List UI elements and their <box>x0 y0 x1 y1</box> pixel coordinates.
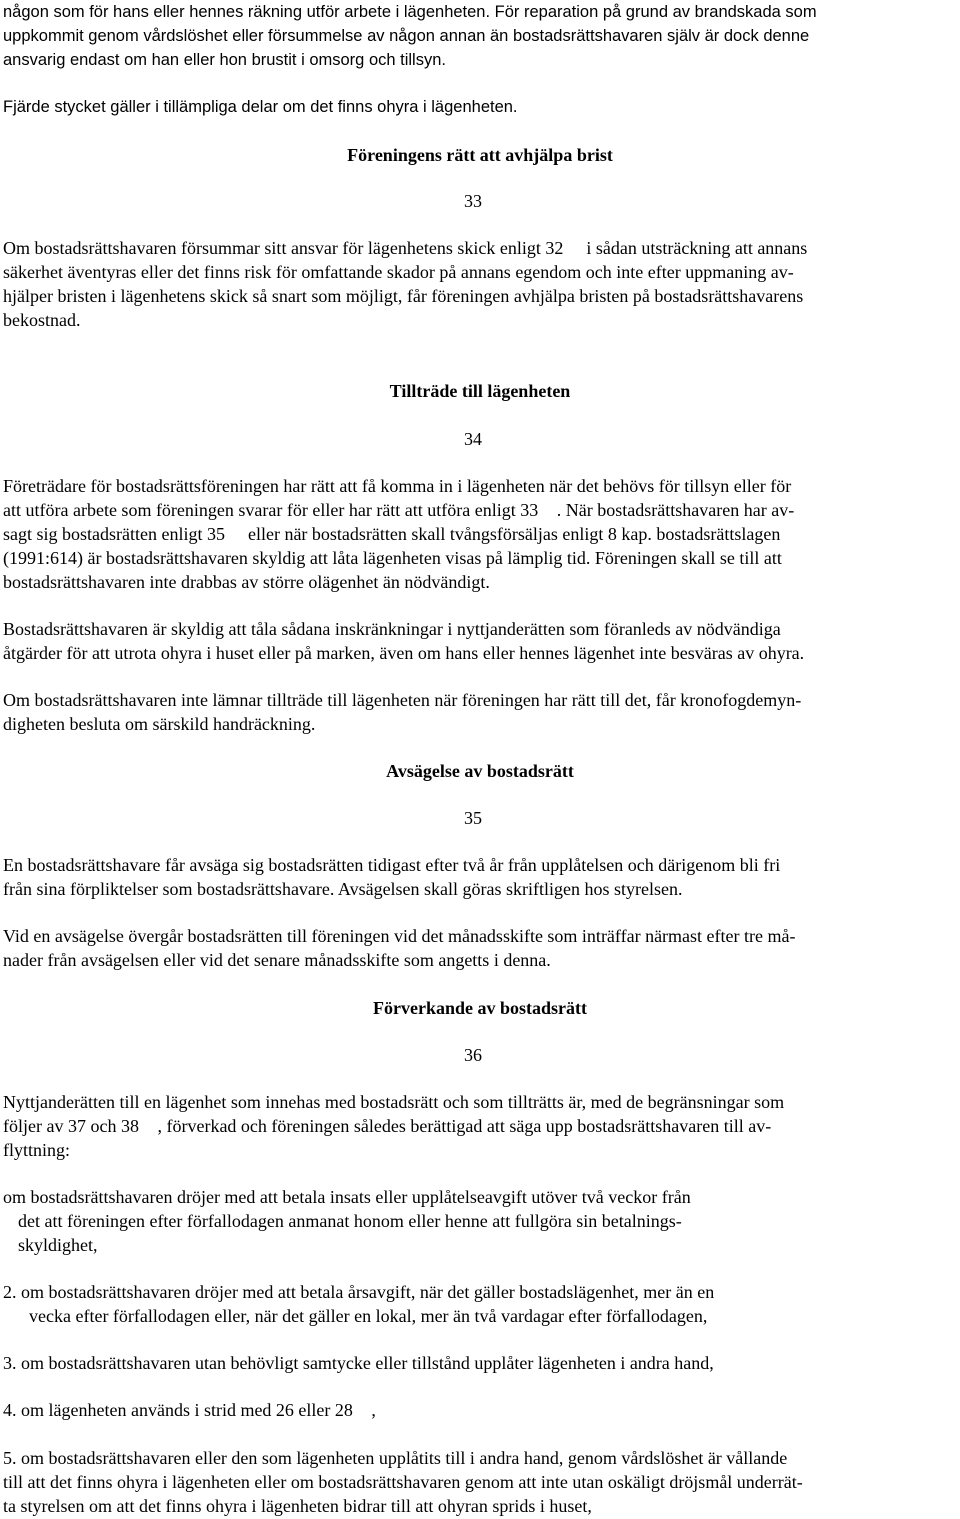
paragraph-line: att utföra arbete som föreningen svarar för eller har rätt att utföra enligt 33 . När bostadsrättshavaren har av- <box>3 500 795 520</box>
paragraph-line: åtgärder för att utrota ohyra i huset eller på marken, även om hans eller hennes lägenhet inte besväras av ohyra. <box>3 643 805 663</box>
intro-paragraph: Fjärde stycket gäller i tillämpliga delar om det finns ohyra i lägenheten. <box>3 98 518 116</box>
list-item: till att det finns ohyra i lägenheten eller om bostadsrättshavaren genom att inte utan oskäligt dröjsmål underrät- <box>3 1472 803 1492</box>
list-item: 4. om lägenheten används i strid med 26 eller 28 , <box>3 1400 376 1420</box>
section-number <box>0 1043 960 1067</box>
list-item: 5. om bostadsrättshavaren eller den som lägenheten upplåtits till i andra hand, genom vårdslöshet är vållande <box>3 1448 788 1468</box>
list-item: ta styrelsen om att det finns ohyra i lägenheten bidrar till att ohyran sprids i huset, <box>3 1496 592 1516</box>
paragraph-line: (1991:614) är bostadsrättshavaren skyldig att låta lägenheten visas på lämplig tid. Föreningen skall se till att <box>3 548 782 568</box>
paragraph-line: bostadsrättshavaren inte drabbas av större olägenhet än nödvändigt. <box>3 572 490 592</box>
section-heading: Tillträde till lägenheten <box>389 381 571 401</box>
intro-line: ansvarig endast om han eller hon brustit i omsorg och tillsyn. <box>3 51 446 69</box>
list-item: 3. om bostadsrättshavaren utan behövligt samtycke eller tillstånd upplåter lägenheten i andra hand, <box>3 1353 714 1373</box>
paragraph-line: hjälper bristen i lägenhetens skick så snart som möjligt, får föreningen avhjälpa bristen på bostadsrättshavarens <box>3 286 804 306</box>
section-number <box>0 189 960 213</box>
paragraph-line: Nyttjanderätten till en lägenhet som innehas med bostadsrätt och som tillträtts är, med de begränsningar som <box>3 1092 785 1112</box>
list-item: det att föreningen efter förfallodagen anmanat honom eller henne att fullgöra sin betalnings- <box>18 1211 682 1231</box>
paragraph-line: Om bostadsrättshavaren försummar sitt ansvar för lägenhetens skick enligt 32 i sådan utsträckning att annans <box>3 238 808 258</box>
paragraph-line: bekostnad. <box>3 310 81 330</box>
paragraph-line: Om bostadsrättshavaren inte lämnar tillträde till lägenheten när föreningen har rätt till det, får kronofogdemyn- <box>3 690 802 710</box>
section-heading: Avsägelse av bostadsrätt <box>386 761 574 781</box>
paragraph-line: En bostadsrättshavare får avsäga sig bostadsrätten tidigast efter två år från upplåtelsen och därigenom bli fri <box>3 855 781 875</box>
list-item: om bostadsrättshavaren dröjer med att betala insats eller upplåtelseavgift utöver två veckor från <box>3 1187 691 1207</box>
paragraph-line: följer av 37 och 38 , förverkad och föreningen således berättigad att säga upp bostadsrättshavaren till av- <box>3 1116 772 1136</box>
paragraph-line: från sina förpliktelser som bostadsrättshavare. Avsägelsen skall göras skriftligen hos styrelsen. <box>3 879 683 899</box>
section-heading: Föreningens rätt att avhjälpa brist <box>347 145 613 165</box>
list-item: skyldighet, <box>18 1235 98 1255</box>
paragraph-line: Vid en avsägelse övergår bostadsrätten till föreningen vid det månadsskifte som inträffar närmast efter tre må- <box>3 926 796 946</box>
list-item: vecka efter förfallodagen eller, när det gäller en lokal, mer än två vardagar efter förfallodagen, <box>29 1306 708 1326</box>
section-number <box>0 427 960 451</box>
section-number-value: 33 <box>464 191 482 211</box>
paragraph-line: säkerhet äventyras eller det finns risk för omfattande skador på annans egendom och inte efter uppmaning av- <box>3 262 794 282</box>
section-heading: Förverkande av bostadsrätt <box>373 998 587 1018</box>
section-number-value: 36 <box>464 1045 482 1065</box>
intro-line: någon som för hans eller hennes räkning utför arbete i lägenheten. För reparation på grund av brandskada som <box>3 3 817 21</box>
paragraph-line: sagt sig bostadsrätten enligt 35 eller när bostadsrätten skall tvångsförsäljas enligt 8 kap. bostadsrättslagen <box>3 524 781 544</box>
intro-line: uppkommit genom vårdslöshet eller försummelse av någon annan än bostadsrättshavaren själv är dock denne <box>3 27 810 45</box>
paragraph-line: digheten besluta om särskild handräckning. <box>3 714 316 734</box>
section-number-value: 35 <box>464 808 482 828</box>
section-number-value: 34 <box>464 429 482 449</box>
paragraph-line: nader från avsägelsen eller vid det senare månadsskifte som angetts i denna. <box>3 950 551 970</box>
paragraph-line: Bostadsrättshavaren är skyldig att tåla sådana inskränkningar i nyttjanderätten som föranleds av nödvändiga <box>3 619 781 639</box>
paragraph-line: Företrädare för bostadsrättsföreningen har rätt att få komma in i lägenheten när det behövs för tillsyn eller för <box>3 476 792 496</box>
paragraph-line: flyttning: <box>3 1140 70 1160</box>
section-number <box>0 806 960 830</box>
list-item: 2. om bostadsrättshavaren dröjer med att betala årsavgift, när det gäller bostadslägenhet, mer än en <box>3 1282 715 1302</box>
